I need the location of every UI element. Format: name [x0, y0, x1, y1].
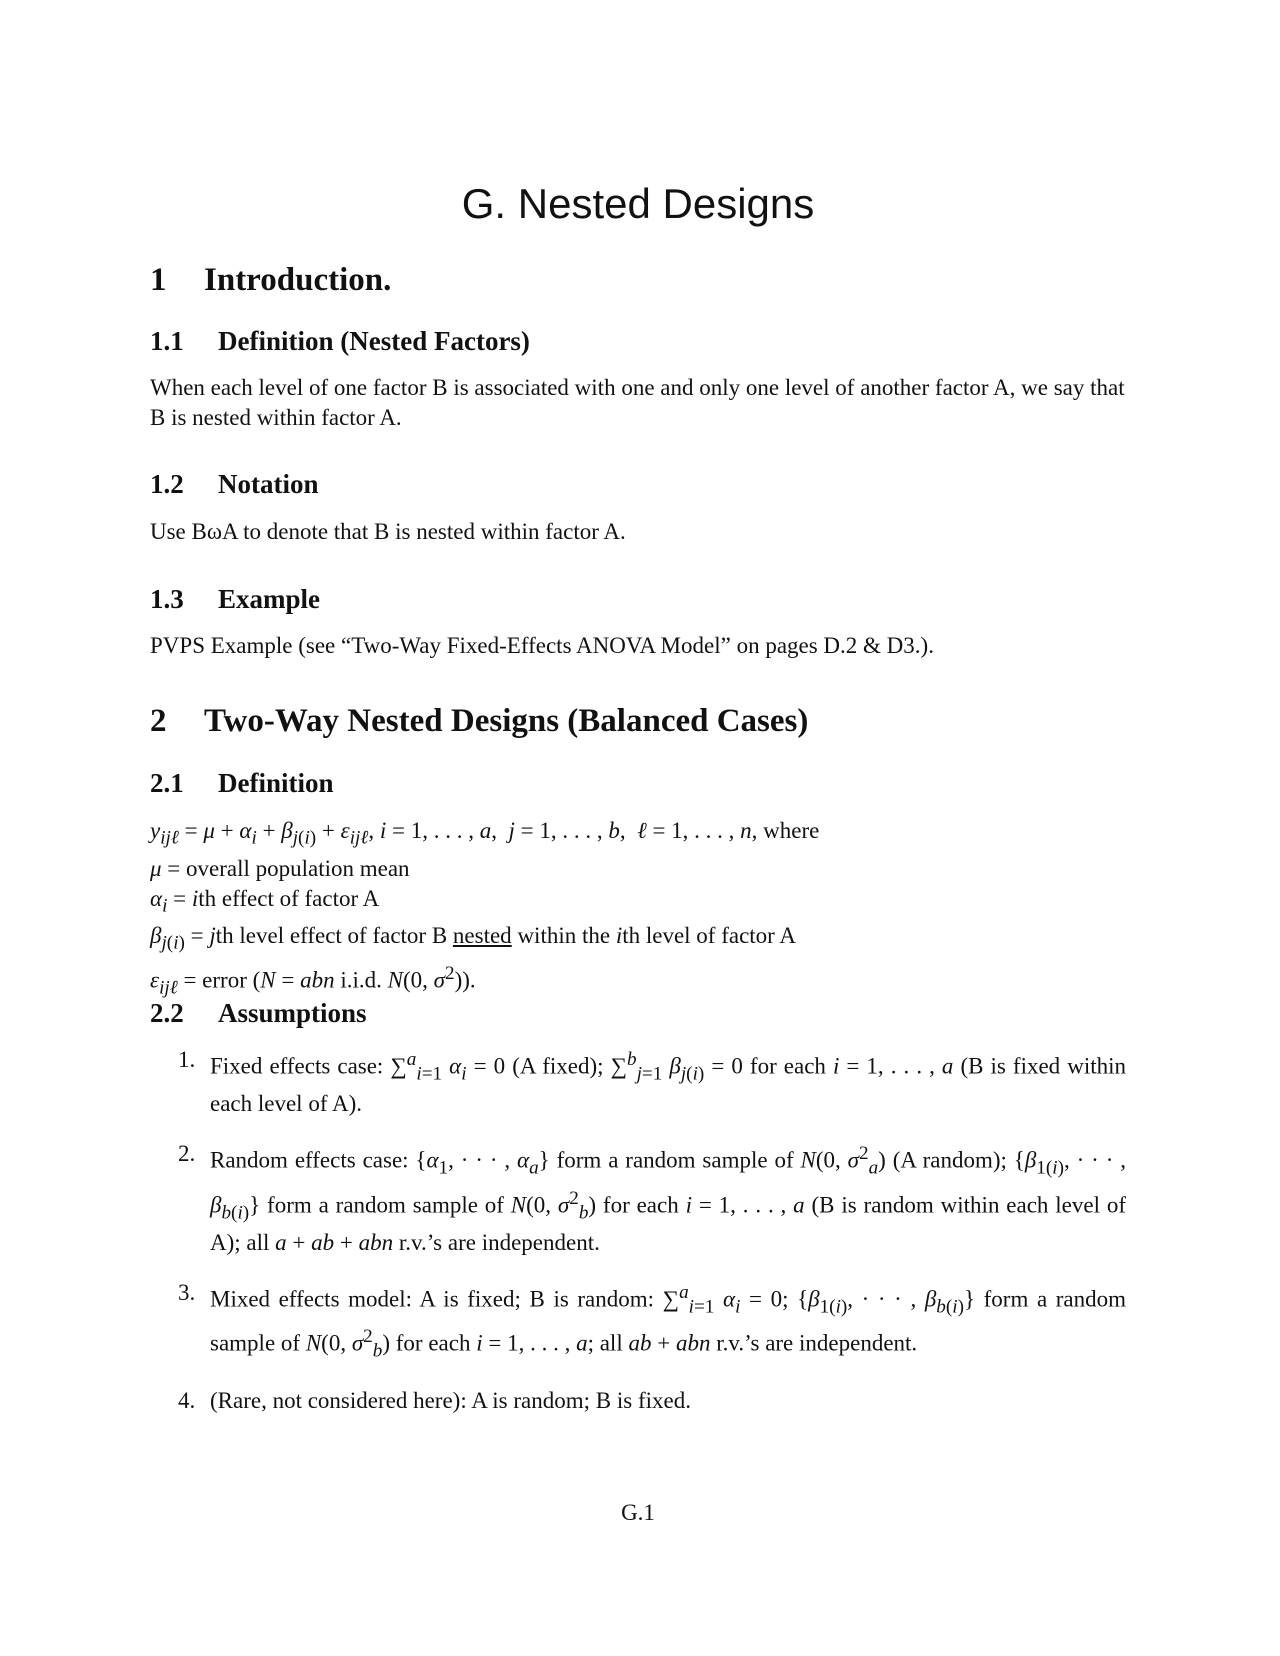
definition-text: When each level of one factor B is associated with one and only one level of another factor A, we say that B is nested within factor A. [150, 375, 1125, 430]
assumptions-list [178, 1045, 1126, 1436]
alpha-definition: $\alpha_i$ = ith effect of factor A [150, 885, 380, 917]
list-item: 2. Random effects case: {$\alpha_1$, · · · , $\alpha_a$} form a random sample of N(0, $\sigma^2_a$) (A random); {$\beta_{1(i)}$, · · · , $\beta_{b(i)}$} form a random sample of N(0, $\sigma^2_b$) for each i = 1, . . . , a (B is random within each level of A); all a + ab + abn r.v.’s are independent. [178, 1141, 1126, 1255]
nested-underlined: nested [452, 923, 512, 949]
section-2-heading [150, 703, 808, 740]
section-title: Two-Way Nested Designs (Balanced Cases) [204, 703, 809, 739]
notation-text: Use BωA to denote that B is nested within factor A. [150, 519, 626, 544]
subsection-title: Definition [218, 768, 334, 798]
page-number: G.1 [621, 1500, 655, 1525]
subsection-number: 2.1 [150, 768, 184, 798]
subsection-2-1-heading [150, 768, 334, 799]
error-definition: $\varepsilon_{ij\ell}$ = error (N = abn i.i.d. N(0, $\sigma^2$)). [150, 962, 476, 999]
subsection-1-3-heading [150, 584, 320, 615]
section-1-heading [150, 262, 391, 299]
subsection-number: 2.2 [150, 998, 184, 1028]
document-page [150, 0, 1126, 1656]
subsection-number: 1.1 [150, 326, 184, 356]
beta-definition: $\beta_{j(i)}$ = jth level effect of factor B nested within the ith level of factor A [150, 923, 796, 954]
model-equation: $y_{ij\ell} = \mu + \alpha_i + \beta_{j(i)} + \varepsilon_{ij\ell}$, i = 1, . . . , a, j = 1, . . . , b, ℓ = 1, . . . , n, where [150, 818, 820, 849]
model-where: , where [751, 818, 820, 843]
subsection-1-1-heading [150, 326, 530, 357]
list-item: 1. Fixed effects case: ∑$^a_{i=1}$ $\alpha_i = 0$ (A fixed); ∑$^b_{j=1}$ $\beta_{j(i)} = 0$ for each i = 1, . . . , a (B is fixed within each level of A). [178, 1047, 1127, 1117]
subsection-title: Example [218, 584, 321, 614]
subsection-2-2-heading [150, 998, 367, 1029]
list-item: 3. Mixed effects model: A is fixed; B is random: ∑$^a_{i=1}$ $\alpha_i = 0$; {$\beta_{1(i)}$, · · · , $\beta_{b(i)}$} form a random sample of N(0, $\sigma^2_b$) for each i = 1, . . . , a; all ab + abn r.v.’s are independent. [178, 1279, 1127, 1362]
list-item: 4. (Rare, not considered here): A is random; B is fixed. [178, 1388, 691, 1414]
section-number: 2 [150, 703, 167, 739]
example-text: PVPS Example (see “Two-Way Fixed-Effects ANOVA Model” on pages D.2 & D3.). [150, 633, 934, 658]
subsection-title: Definition (Nested Factors) [218, 326, 530, 356]
subsection-title: Notation [218, 469, 319, 499]
mu-definition: μ = overall population mean [150, 855, 410, 881]
subsection-number: 1.2 [150, 469, 184, 499]
section-title: Introduction. [204, 262, 392, 298]
subsection-1-2-heading [150, 469, 319, 500]
model-definition [150, 816, 1126, 1003]
subsection-title: Assumptions [218, 998, 367, 1028]
page-title: G. Nested Designs [461, 180, 815, 227]
section-number: 1 [150, 262, 167, 298]
subsection-number: 1.3 [150, 584, 184, 614]
